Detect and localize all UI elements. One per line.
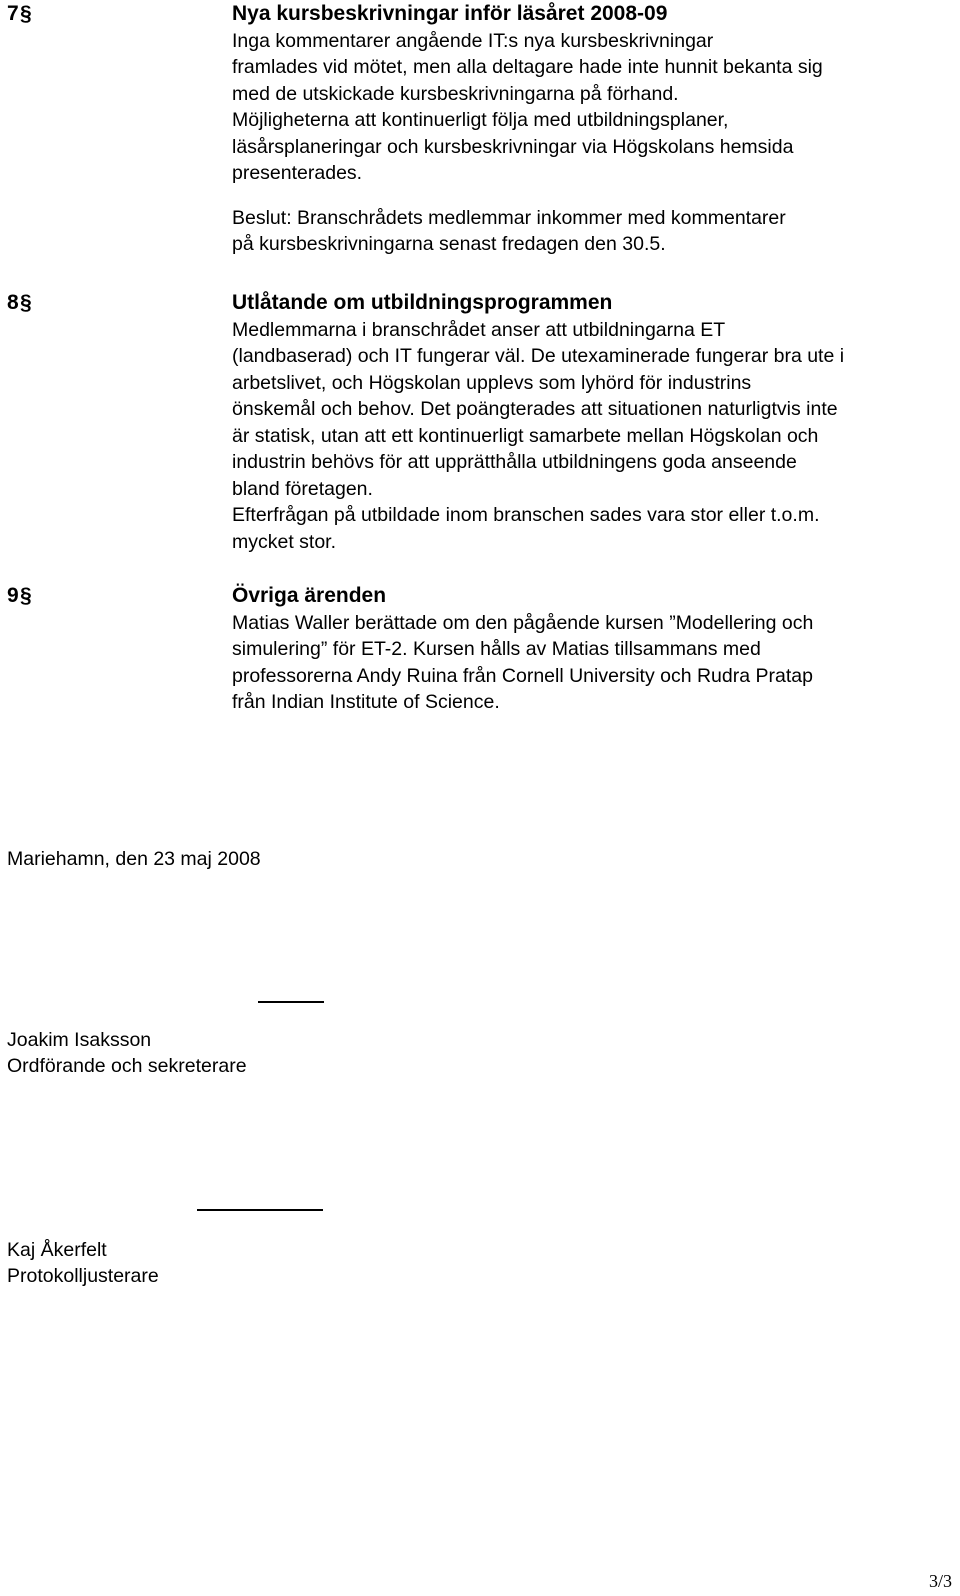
item-number: 7 xyxy=(7,2,19,25)
item-number: 8 xyxy=(7,291,19,314)
item-number: 9 xyxy=(7,584,19,607)
item-title: Nya kursbeskrivningar inför läsåret 2008-09 xyxy=(232,2,668,25)
decision-line: på kursbeskrivningarna senast fredagen den 30.5. xyxy=(232,233,666,255)
body-line: från Indian Institute of Science. xyxy=(232,691,500,713)
signatory-name: Joakim Isaksson xyxy=(7,1029,152,1051)
body-line: framlades vid mötet, men alla deltagare hade inte hunnit bekanta sig xyxy=(232,56,823,78)
section-sign: § xyxy=(20,2,32,25)
body-line: industrin behövs för att upprätthålla utbildningens goda anseende xyxy=(232,451,797,473)
item-body xyxy=(232,290,960,555)
body-line: (landbaserad) och IT fungerar väl. De utexaminerade fungerar bra ute i xyxy=(232,345,845,367)
item-title: Utlåtande om utbildningsprogrammen xyxy=(232,291,613,314)
signatory-role: Protokolljusterare xyxy=(7,1265,159,1287)
item-body xyxy=(232,1,960,258)
section-sign: § xyxy=(20,584,32,607)
body-line: arbetslivet, och Högskolan upplevs som lyhörd för industrins xyxy=(232,371,752,394)
body-line: önskemål och behov. Det poängterades att situationen naturligtvis inte xyxy=(232,398,838,420)
body-line: läsårsplaneringar och kursbeskrivningar via Högskolans hemsida xyxy=(232,135,794,158)
body-line: simulering” för ET-2. Kursen hålls av Matias tillsammans med xyxy=(232,638,761,660)
signature-line xyxy=(258,1001,324,1003)
body-line: Möjligheterna att kontinuerligt följa med utbildningsplaner, xyxy=(232,109,729,131)
decision-line: Beslut: Branschrådets medlemmar inkommer med kommentarer xyxy=(232,206,786,229)
page-number: 3/3 xyxy=(928,1571,952,1591)
body-line: med de utskickade kursbeskrivningarna på förhand. xyxy=(232,82,679,105)
body-line: mycket stor. xyxy=(232,530,337,553)
signatory-name: Kaj Åkerfelt xyxy=(7,1239,107,1261)
body-line: Inga kommentarer angående IT:s nya kursbeskrivningar xyxy=(232,29,714,52)
body-line: professorerna Andy Ruina från Cornell University och Rudra Pratap xyxy=(232,664,813,687)
body-line: Efterfrågan på utbildade inom branschen sades vara stor eller t.o.m. xyxy=(232,504,820,526)
signatory-role: Ordförande och sekreterare xyxy=(7,1055,247,1077)
body-line: är statisk, utan att ett kontinuerligt samarbete mellan Högskolan och xyxy=(232,424,819,447)
item-title: Övriga ärenden xyxy=(232,584,387,607)
body-line: bland företagen. xyxy=(232,477,373,500)
item-body xyxy=(232,583,960,716)
section-sign: § xyxy=(20,291,32,314)
place-date: Mariehamn, den 23 maj 2008 xyxy=(7,848,261,870)
body-line: Medlemmarna i branschrådet anser att utbildningarna ET xyxy=(232,318,726,341)
body-line: Matias Waller berättade om den pågående kursen ”Modellering och xyxy=(232,611,814,634)
body-line: presenterades. xyxy=(232,162,363,184)
signature-line xyxy=(197,1209,323,1211)
